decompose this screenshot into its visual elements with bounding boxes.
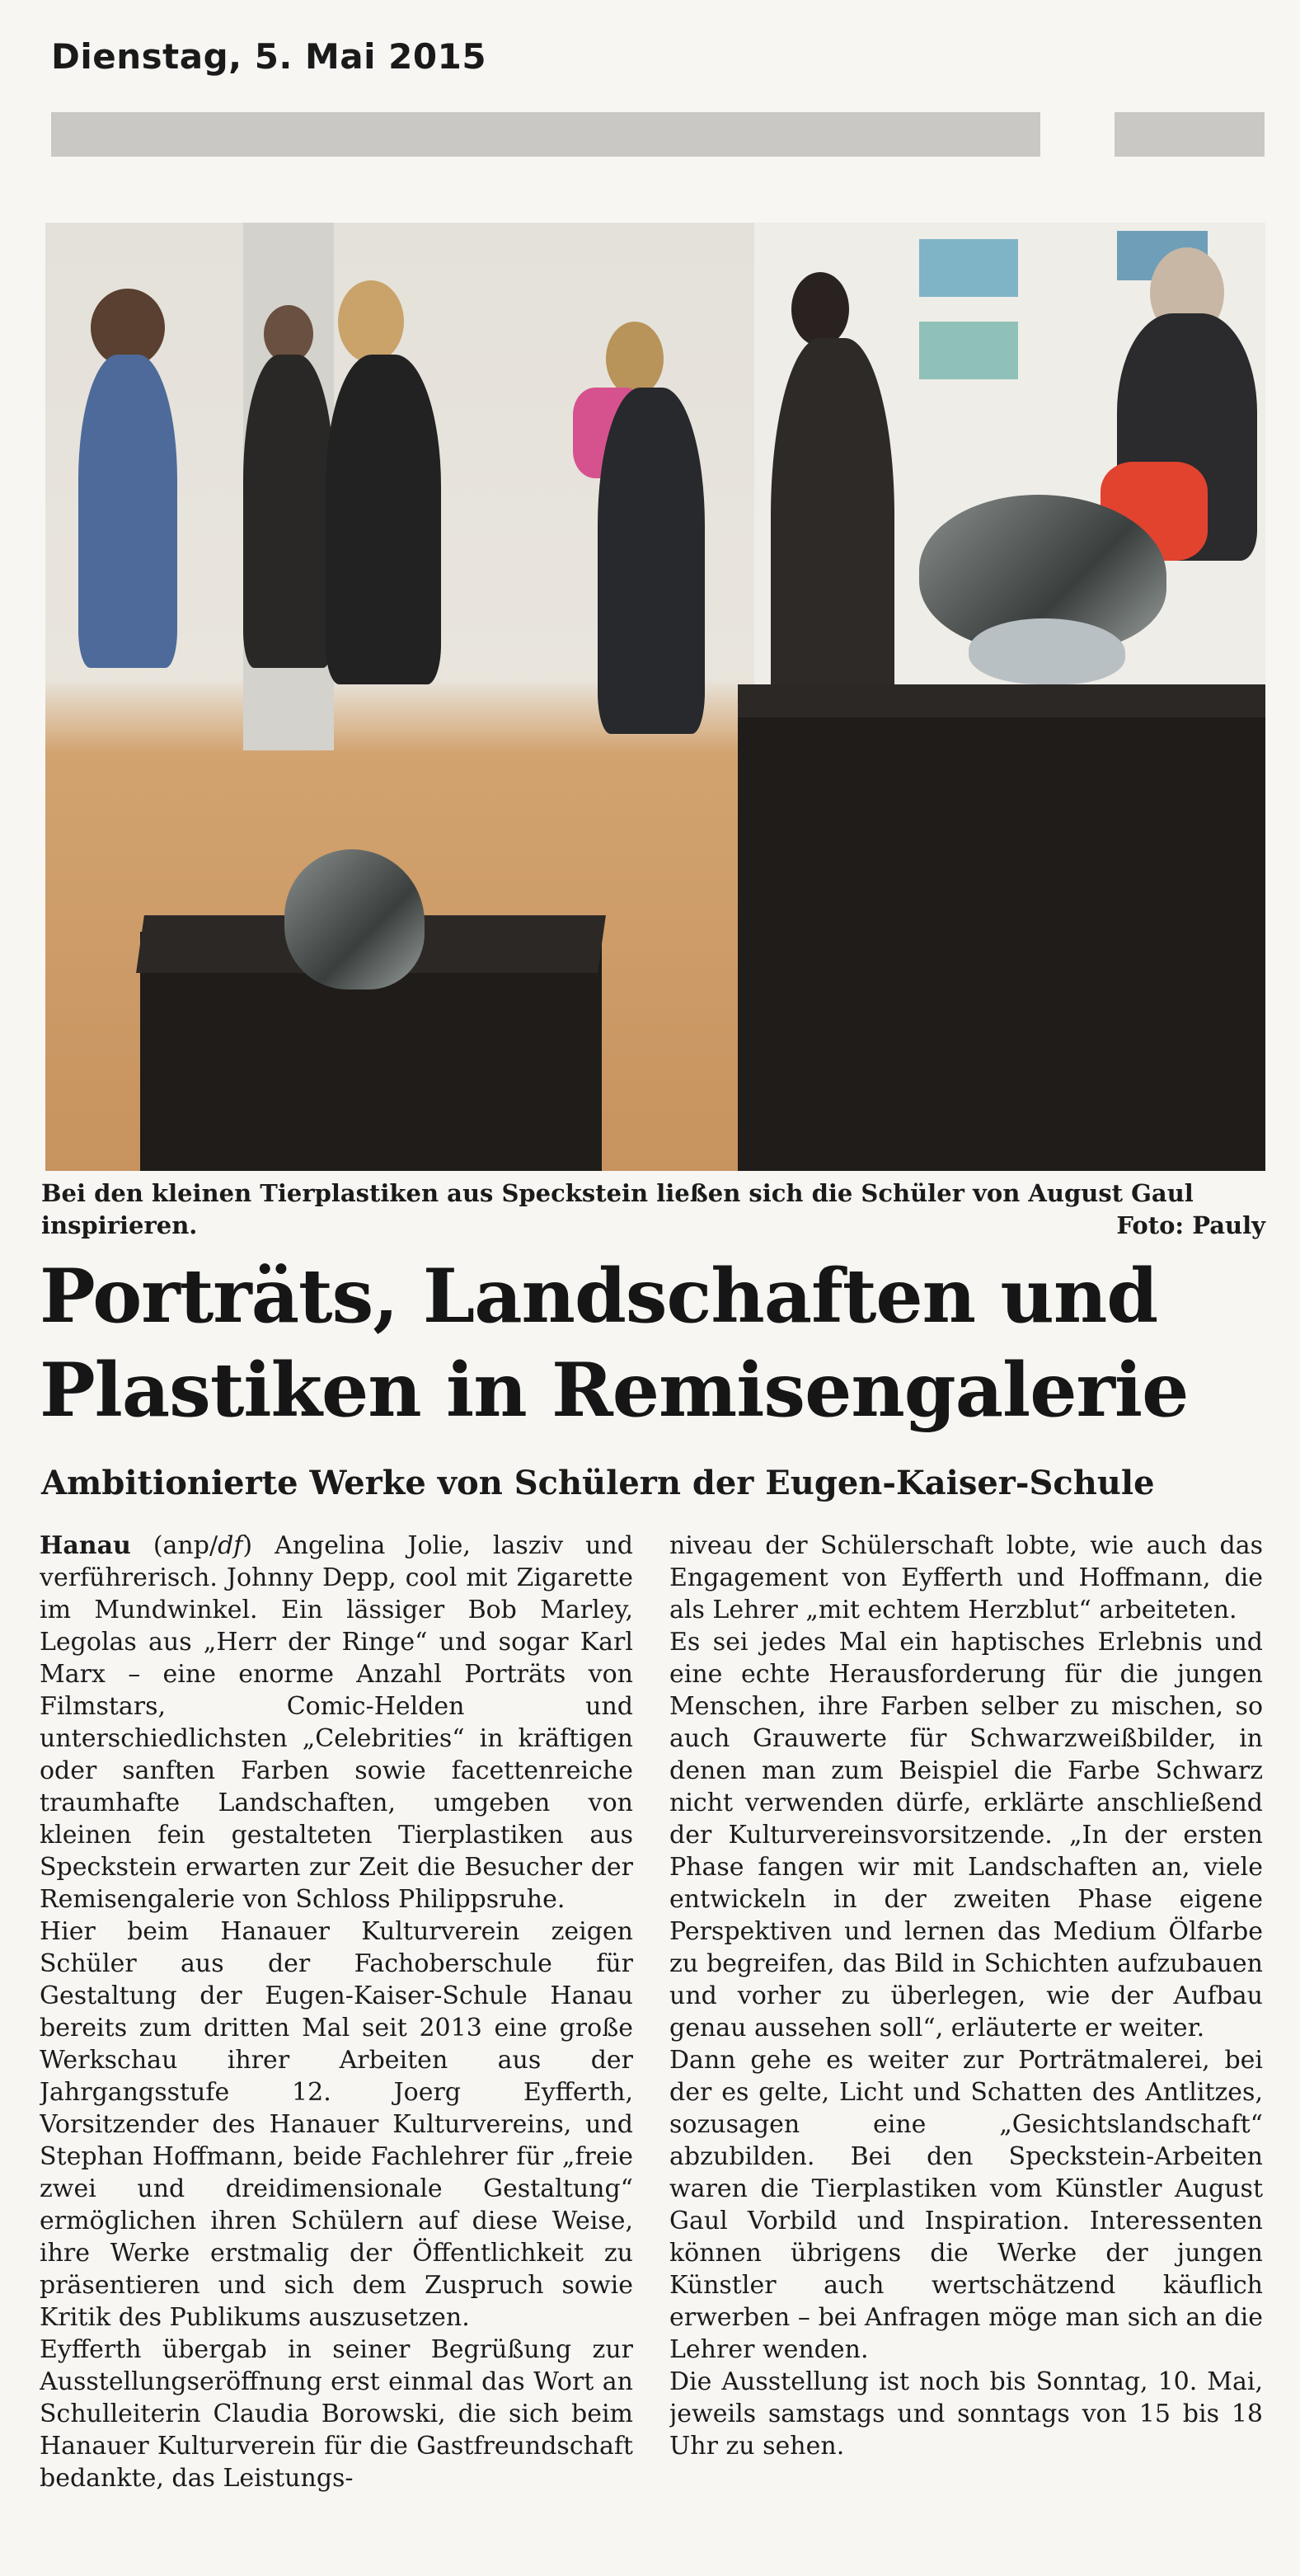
dateline-agency-close: ): [242, 1531, 275, 1560]
headline-line: Plastiken in Remisengalerie: [40, 1347, 1189, 1434]
article-photo: [45, 223, 1265, 1171]
photo-credit: Foto: Pauly: [1116, 1211, 1265, 1239]
visitor-head: [338, 280, 404, 363]
article-subheadline: Ambitionierte Werke von Schülern der Eugen-Kaiser-Schule: [41, 1464, 1155, 1502]
headline-line: Porträts, Landschaften und: [40, 1253, 1158, 1340]
visitor: [598, 388, 705, 734]
article-paragraph: Die Ausstellung ist noch bis Sonntag, 10. Mai, jeweils samstags und sonntags von 15 bis 18 Uhr zu sehen.: [669, 2367, 1263, 2461]
visitor-head: [791, 272, 849, 346]
visitor: [326, 355, 441, 684]
caption-text: Bei den kleinen Tierplastiken aus Speckstein ließen sich die Schüler von August Gaul inspirieren.: [41, 1179, 1194, 1239]
article-column-left: [40, 1530, 633, 2552]
issue-date: Dienstag, 5. Mai 2015: [51, 36, 487, 77]
sculpture-base: [969, 618, 1125, 684]
pedestal-top: [738, 684, 1265, 717]
display-pedestal: [738, 684, 1265, 1171]
article-paragraph: Es sei jedes Mal ein haptisches Erlebnis und eine echte Herausforderung für die jungen Menschen, ihre Farben selber zu mischen, so auch Grauwerte für Schwarzweißbilder, in denen man zum Beispiel die Farbe Schwarz nicht verwenden dürfe, erklärte anschließend der Kulturvereinsvorsitzende. „In der ersten Phase fangen wir mit Landschaften an, viele entwickeln in der zweiten Phase eigene Perspektiven und lernen das Medium Ölfarbe zu begreifen, das Bild in Schichten aufzubauen und vorher zu überlegen, wie der Aufbau genau aussehen soll“, erläuterte er weiter.: [669, 1628, 1263, 2042]
paragraph-text: Angelina Jolie, lasziv und verführerisch. Johnny Depp, cool mit Zigarette im Mundwinkel. Ein lässiger Bob Marley, Legolas aus „Herr der Ringe“ und sogar Karl Marx – eine enorme Anzahl Porträts von Filmstars, Comic-Helden und unterschiedlichsten „Celebrities“ in kräftigen oder sanften Farben sowie facettenreiche traumhafte Landschaften, umgeben von kleinen fein gestalteten Tierplastiken aus Speckstein erwarten zur Zeit die Besucher der Remisengalerie von Schloss Philippsruhe.: [40, 1531, 633, 1914]
article-column-right: [669, 1530, 1263, 2552]
article-paragraph: [40, 1530, 633, 1916]
dateline-place: Hanau: [40, 1531, 131, 1560]
header-rule-short: [1115, 112, 1265, 157]
visitor: [243, 355, 334, 668]
article-paragraph: Dann gehe es weiter zur Porträtmalerei, bei der es gelte, Licht und Schatten des Antlitzes, sozusagen eine „Gesichtslandschaft“ abzubilden. Bei den Speckstein-Arbeiten waren die Tierplastiken vom Künstler August Gaul Vorbild und Inspiration. Interessenten können übrigens die Werke der jungen Künstler auch wertschätzend käuflich erwerben – bei Anfragen möge man sich an die Lehrer wenden.: [669, 2046, 1263, 2364]
article-paragraph: Hier beim Hanauer Kulturverein zeigen Schüler aus der Fachoberschule für Gestaltung der Eugen-Kaiser-Schule Hanau bereits zum dritten Mal seit 2013 eine große Werkschau ihrer Arbeiten aus der Jahrgangsstufe 12. Joerg Eyfferth, Vorsitzender des Hanauer Kulturvereins, und Stephan Hoffmann, beide Fachlehrer für „freie zwei und dreidimensionale Gestaltung“ ermöglichen ihren Schülern auf diese Weise, ihre Werke erstmalig der Öffentlichkeit zu präsentieren und sich dem Zuspruch sowie Kritik des Publikums auszusetzen.: [40, 1917, 633, 2332]
article-paragraph: Eyfferth übergab in seiner Begrüßung zur Ausstellungseröffnung erst einmal das Wort an Schulleiterin Claudia Borowski, die sich beim Hanauer Kulturverein für die Gastfreundschaft bedankte, das Leistungs-: [40, 2335, 633, 2493]
visitor-head: [606, 322, 664, 396]
soapstone-sculpture: [284, 849, 425, 990]
header-rule: [51, 112, 1040, 157]
wall-painting: [919, 322, 1018, 379]
article-headline: [40, 1249, 1268, 1437]
dateline-author: df: [218, 1531, 243, 1560]
photo-caption: [41, 1178, 1265, 1242]
dateline-agency-open: (anp/: [130, 1531, 218, 1560]
wall-painting: [919, 239, 1018, 297]
article-paragraph: niveau der Schülerschaft lobte, wie auch das Engagement von Eyfferth und Hoffmann, die als Lehrer „mit echtem Herzblut“ arbeiteten.: [669, 1531, 1263, 1624]
visitor: [78, 355, 177, 668]
